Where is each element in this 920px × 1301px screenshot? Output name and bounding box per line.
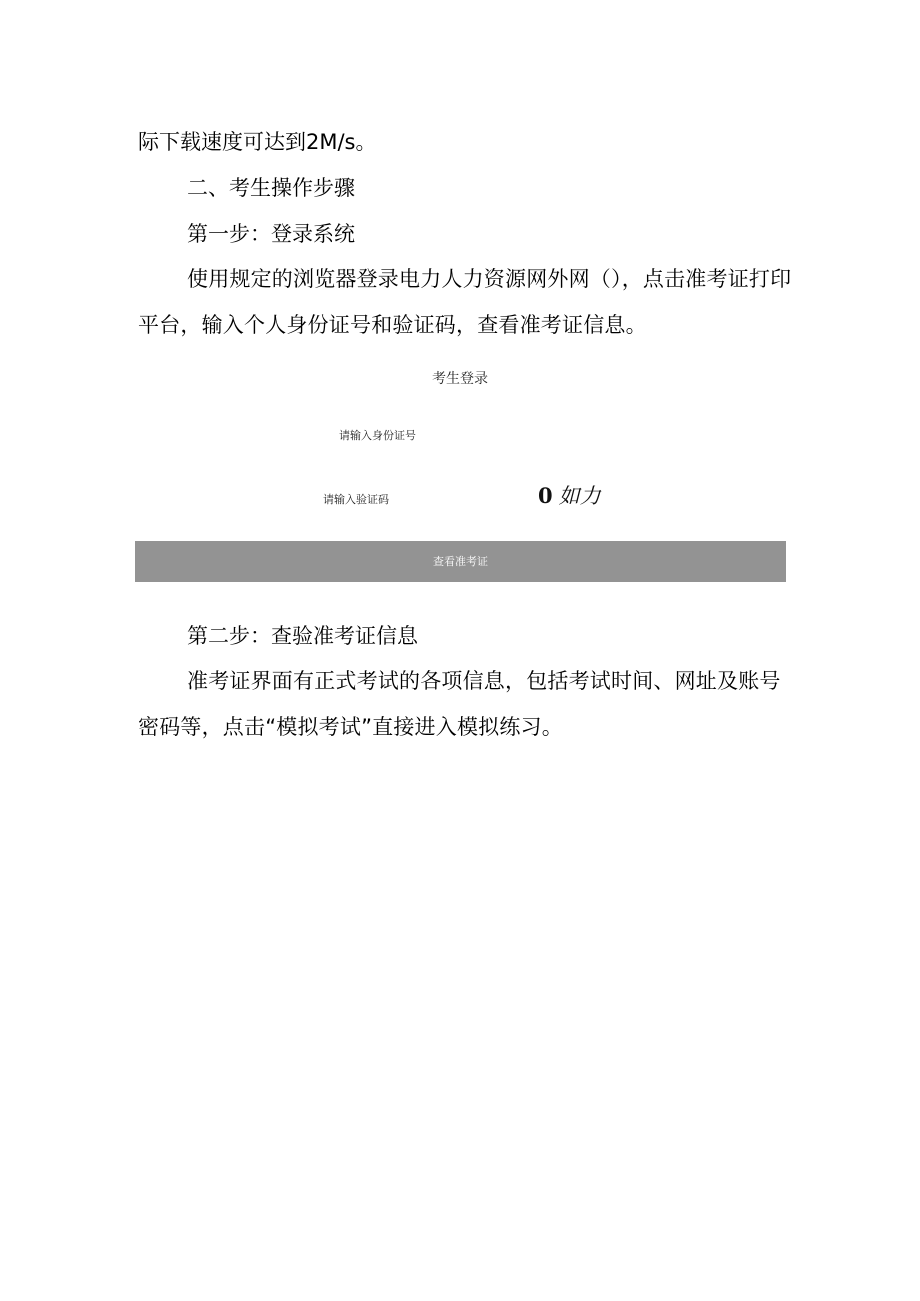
captcha-image[interactable] bbox=[538, 480, 601, 510]
captcha-digit: 0 bbox=[538, 483, 553, 508]
id-number-input[interactable]: 请输入身份证号 bbox=[339, 429, 416, 442]
step-one-body: 使用规定的浏览器登录电力人力资源网外网（），点击准考证打印平台，输入个人身份证号和验证码，查看准考证信息。 bbox=[138, 267, 792, 337]
login-screenshot bbox=[0, 360, 920, 600]
captcha-chars: 如力 bbox=[558, 484, 601, 508]
captcha-input[interactable]: 请输入验证码 bbox=[323, 493, 389, 506]
step-two-title: 第二步：查验准考证信息 bbox=[187, 624, 418, 648]
section-heading: 二、考生操作步骤 bbox=[187, 176, 355, 200]
intro-line: 际下载速度可达到2M/s。 bbox=[138, 130, 377, 154]
step-one-title: 第一步：登录系统 bbox=[187, 222, 355, 246]
login-title: 考生登录 bbox=[432, 371, 488, 387]
step-two-body: 准考证界面有正式考试的各项信息，包括考试时间、网址及账号密码等，点击“模拟考试”直接进入模拟练习。 bbox=[138, 669, 781, 739]
view-admission-ticket-button[interactable]: 查看准考证 bbox=[135, 541, 786, 582]
